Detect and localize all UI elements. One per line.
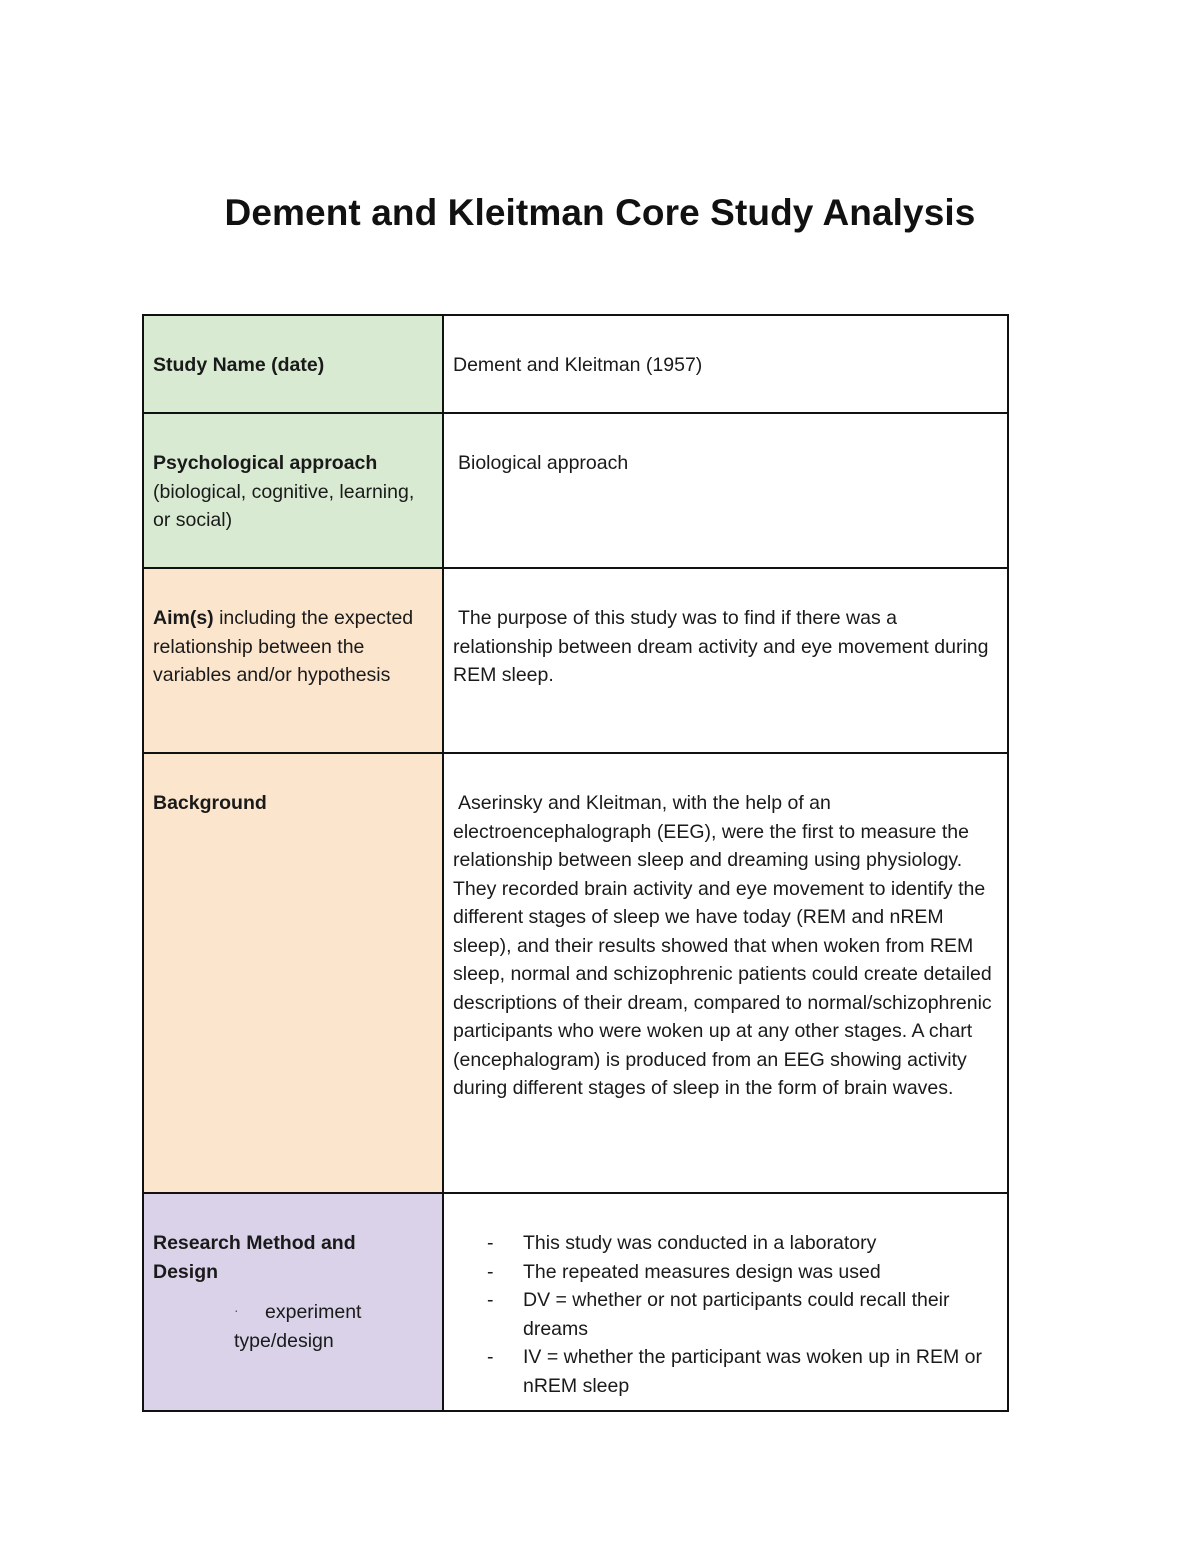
background-label-cell: [143, 753, 443, 1193]
sub-bullet-line-2: type/design: [234, 1329, 334, 1352]
list-item: [453, 1286, 999, 1343]
table-row-aim: [143, 568, 1008, 753]
method-item-text: This study was conducted in a laboratory: [523, 1232, 877, 1254]
list-item: [453, 1229, 999, 1258]
method-item-text: The repeated measures design was used: [523, 1260, 881, 1283]
method-label: Research Method and Design: [153, 1232, 356, 1283]
sub-bullet-dot: ·: [234, 1302, 239, 1318]
bullet-dash: -: [487, 1346, 494, 1368]
sub-bullet-line-1: experiment: [265, 1301, 362, 1323]
aim-value: The purpose of this study was to find if there was a relationship between dream activity and eye movement during REM sleep.: [453, 607, 989, 686]
bullet-dash: -: [487, 1260, 494, 1283]
table-row-study-name: [143, 315, 1008, 413]
table-row-approach: [143, 413, 1008, 568]
bullet-dash: -: [487, 1232, 494, 1254]
document-title: Dement and Kleitman Core Study Analysis: [224, 191, 976, 233]
method-sub-bullet: [153, 1298, 384, 1355]
method-list: [453, 1229, 999, 1400]
aim-value-cell: [443, 568, 1008, 753]
approach-value-cell: [443, 413, 1008, 568]
approach-label-cell: [143, 413, 443, 568]
study-name-label-cell: [143, 315, 443, 413]
study-name-value-cell: [443, 315, 1008, 413]
study-name-label: Study Name (date): [153, 354, 325, 376]
background-value-cell: [443, 753, 1008, 1193]
approach-label: Psychological approach: [153, 452, 378, 474]
aim-label: Aim(s): [153, 607, 214, 629]
background-value: Aserinsky and Kleitman, with the help of an electroencephalograph (EEG), were the first to measure the relationship between sleep and dreaming using physiology. They recorded brain activity and eye movement to identify the different stages of sleep we have today (REM and nREM sleep), and their results showed that when woken from REM sleep, normal and schizophrenic patients could create detailed descriptions of their dream, compared to normal/schizophrenic participants who were woken up at any other stages. A chart (encephalogram) is produced from an EEG showing activity during different stages of sleep in the form of brain waves.: [453, 792, 992, 1099]
background-label: Background: [153, 792, 267, 814]
approach-label-note: (biological, cognitive, learning, or social): [153, 480, 415, 531]
table-row-method: [143, 1193, 1008, 1411]
list-item: [453, 1258, 999, 1287]
study-analysis-table: [142, 314, 1009, 1412]
method-item-text: IV = whether the participant was woken up in REM or nREM sleep: [523, 1346, 983, 1397]
approach-value: Biological approach: [458, 452, 629, 474]
study-name-value: Dement and Kleitman (1957): [453, 354, 703, 376]
aim-label-rest: including the expected relationship between the variables and/or hypothesis: [153, 607, 414, 686]
method-item-text: DV = whether or not participants could recall their dreams: [523, 1289, 950, 1340]
aim-label-cell: [143, 568, 443, 753]
method-value-cell: [443, 1193, 1008, 1411]
list-item: [453, 1343, 999, 1400]
method-label-cell: [143, 1193, 443, 1411]
table-row-background: [143, 753, 1008, 1193]
bullet-dash: -: [487, 1289, 494, 1311]
